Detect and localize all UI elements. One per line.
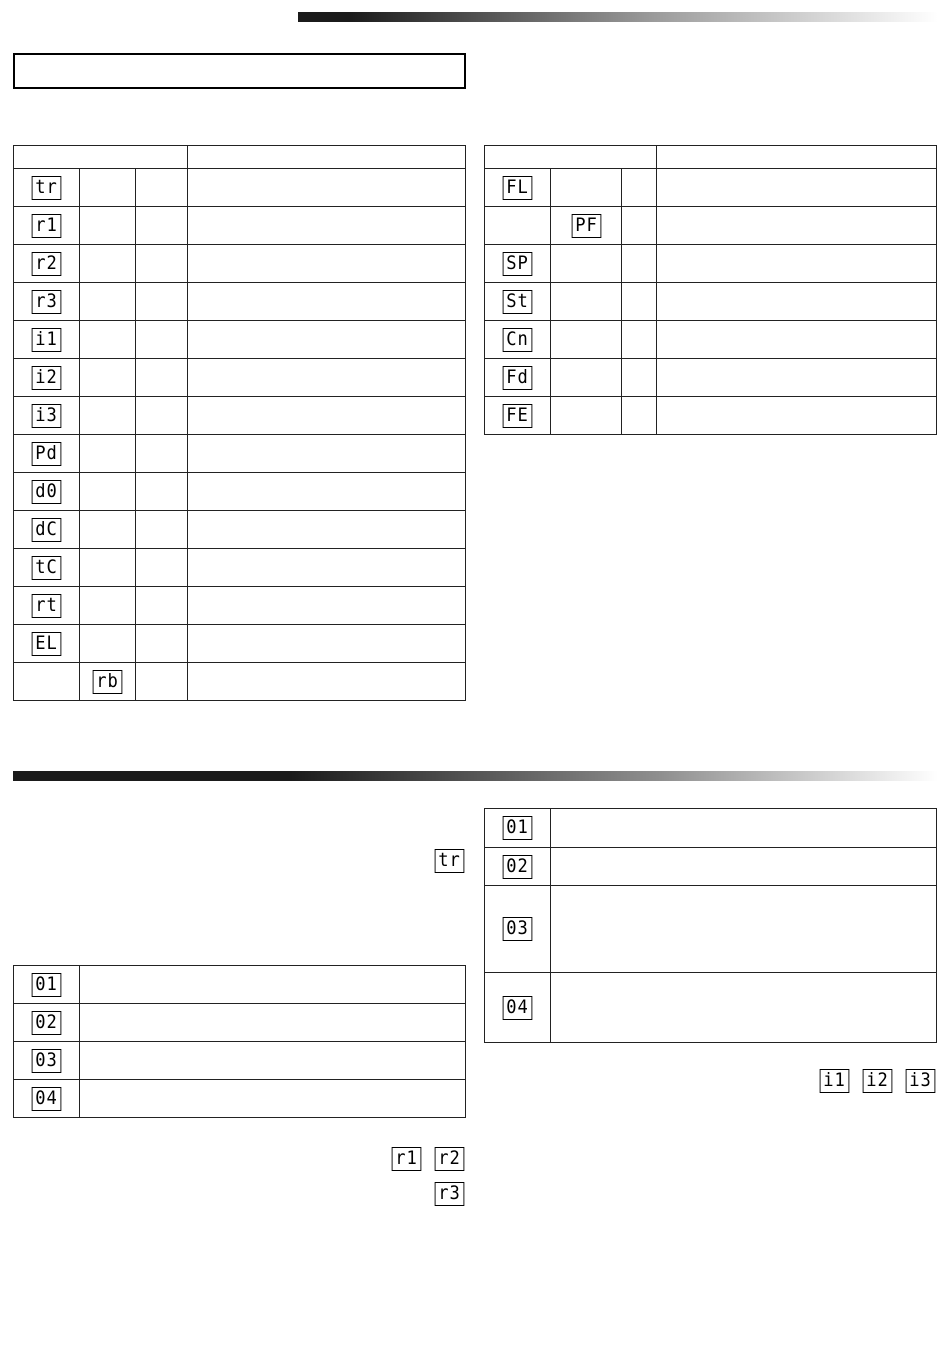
table-header-row xyxy=(485,146,937,169)
header-cell xyxy=(188,146,466,169)
display-code: PF xyxy=(571,214,601,238)
display-code: Fd xyxy=(503,366,533,390)
display-code: rb xyxy=(93,670,123,694)
display-code: Cn xyxy=(503,328,533,352)
display-code: r2 xyxy=(32,252,62,276)
table-row xyxy=(14,397,466,435)
table-row xyxy=(14,625,466,663)
table-row xyxy=(485,809,937,848)
table-row xyxy=(14,1080,466,1118)
table-row xyxy=(14,1042,466,1080)
table-row xyxy=(485,973,937,1043)
table-row xyxy=(14,1004,466,1042)
display-code: Pd xyxy=(32,442,62,466)
display-code: dC xyxy=(32,518,62,542)
display-code: FE xyxy=(503,404,533,428)
table-row xyxy=(14,283,466,321)
table-row xyxy=(485,886,937,973)
table-row xyxy=(14,549,466,587)
table-row xyxy=(485,321,937,359)
display-code: 04 xyxy=(503,996,533,1020)
display-code: i2 xyxy=(32,366,62,390)
display-code: tr xyxy=(32,176,62,200)
table-row xyxy=(14,245,466,283)
display-code: 04 xyxy=(32,1087,62,1111)
display-code: rt xyxy=(32,594,62,618)
display-code: d0 xyxy=(32,480,62,504)
table-row xyxy=(14,435,466,473)
display-code: 01 xyxy=(32,973,62,997)
display-code: 03 xyxy=(32,1049,62,1073)
table-header-row xyxy=(14,146,466,169)
table-row xyxy=(485,397,937,435)
display-code: St xyxy=(503,290,533,314)
display-code: r1 xyxy=(32,214,62,238)
display-code: EL xyxy=(32,632,62,656)
table-row xyxy=(485,283,937,321)
display-code: 03 xyxy=(503,917,533,941)
option-table-left xyxy=(13,965,466,1118)
table-row xyxy=(485,207,937,245)
table-row xyxy=(485,169,937,207)
section-title-box xyxy=(13,53,466,89)
header-gradient-bar xyxy=(298,12,938,22)
display-code: r3 xyxy=(32,290,62,314)
display-code-r1: r1 xyxy=(392,1147,422,1171)
header-cell xyxy=(657,146,937,169)
table-row xyxy=(14,321,466,359)
display-code: FL xyxy=(503,176,533,200)
display-code-i3: i3 xyxy=(906,1069,936,1093)
display-code: i1 xyxy=(32,328,62,352)
display-code: 02 xyxy=(32,1011,62,1035)
table-row xyxy=(14,966,466,1004)
header-cell xyxy=(14,146,188,169)
display-code: 01 xyxy=(503,816,533,840)
display-code-r2: r2 xyxy=(435,1147,465,1171)
display-code: SP xyxy=(503,252,533,276)
table-row xyxy=(485,359,937,397)
option-table-right xyxy=(484,808,937,1043)
section-gradient-bar xyxy=(13,771,938,781)
parameter-table-left xyxy=(13,145,466,701)
display-code-i1: i1 xyxy=(820,1069,850,1093)
table-row xyxy=(14,587,466,625)
table-row xyxy=(14,473,466,511)
display-code-tr: tr xyxy=(435,849,465,873)
display-code-r3: r3 xyxy=(435,1182,465,1206)
table-row xyxy=(14,169,466,207)
table-row xyxy=(14,359,466,397)
parameter-table-right xyxy=(484,145,937,435)
display-code: tC xyxy=(32,556,62,580)
display-code: i3 xyxy=(32,404,62,428)
header-cell xyxy=(485,146,657,169)
table-row xyxy=(14,663,466,701)
table-row xyxy=(485,245,937,283)
table-row xyxy=(14,511,466,549)
table-row xyxy=(485,848,937,886)
display-code-i2: i2 xyxy=(863,1069,893,1093)
table-row xyxy=(14,207,466,245)
display-code: 02 xyxy=(503,855,533,879)
